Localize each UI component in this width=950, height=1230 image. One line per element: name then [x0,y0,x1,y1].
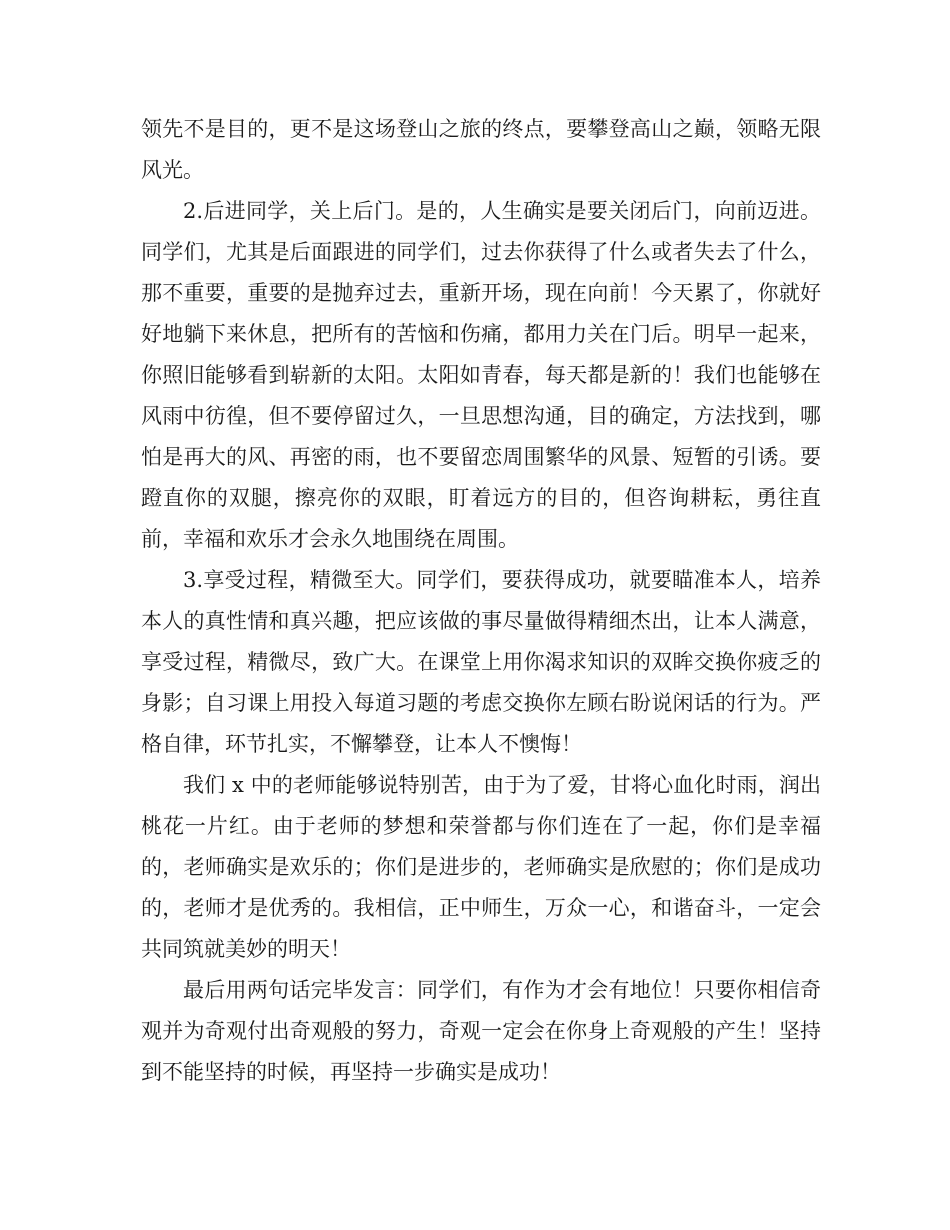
paragraph-1: 领先不是目的，更不是这场登山之旅的终点，要攀登高山之巅，领略无限风光。 [141,117,821,182]
paragraph-5: 最后用两句话完毕发言：同学们，有作为才会有地位！只要你相信奇观并为奇观付出奇观般的努力，奇观一定会在你身上奇观般的产生！坚持到不能坚持的时候，再坚持一步确实是成功！ [141,978,821,1084]
paragraph-3: 3.享受过程，精微至大。同学们，要获得成功，就要瞄准本人，培养本人的真性情和真兴趣，把应该做的事尽量做得精细杰出，让本人满意，享受过程，精微尽，致广大。在课堂上用你渴求知识的双眸交换你疲乏的身影；自习课上用投入每道习题的考虑交换你左顾右盼说闲话的行为。严格自律，环节扎实，不懈攀登，让本人不懊悔！ [141,568,821,756]
paragraph-4: 我们 x 中的老师能够说特别苦，由于为了爱，甘将心血化时雨，润出桃花一片红。由于老师的梦想和荣誉都与你们连在了一起，你们是幸福的，老师确实是欢乐的；你们是进步的，老师确实是欣慰的；你们是成功的，老师才是优秀的。我相信，正中师生，万众一心，和谐奋斗，一定会共同筑就美妙的明天！ [141,773,821,961]
document-body [141,109,821,1093]
paragraph-2: 2.后进同学，关上后门。是的，人生确实是要关闭后门，向前迈进。同学们，尤其是后面跟进的同学们，过去你获得了什么或者失去了什么，那不重要，重要的是抛弃过去，重新开场，现在向前！今天累了，你就好好地躺下来休息，把所有的苦恼和伤痛，都用力关在门后。明早一起来，你照旧能够看到崭新的太阳。太阳如青春，每天都是新的！我们也能够在风雨中彷徨，但不要停留过久，一旦思想沟通，目的确定，方法找到，哪怕是再大的风、再密的雨，也不要留恋周围繁华的风景、短暂的引诱。要蹬直你的双腿，擦亮你的双眼，盯着远方的目的，但咨询耕耘，勇往直前，幸福和欢乐才会永久地围绕在周围。 [141,199,821,551]
